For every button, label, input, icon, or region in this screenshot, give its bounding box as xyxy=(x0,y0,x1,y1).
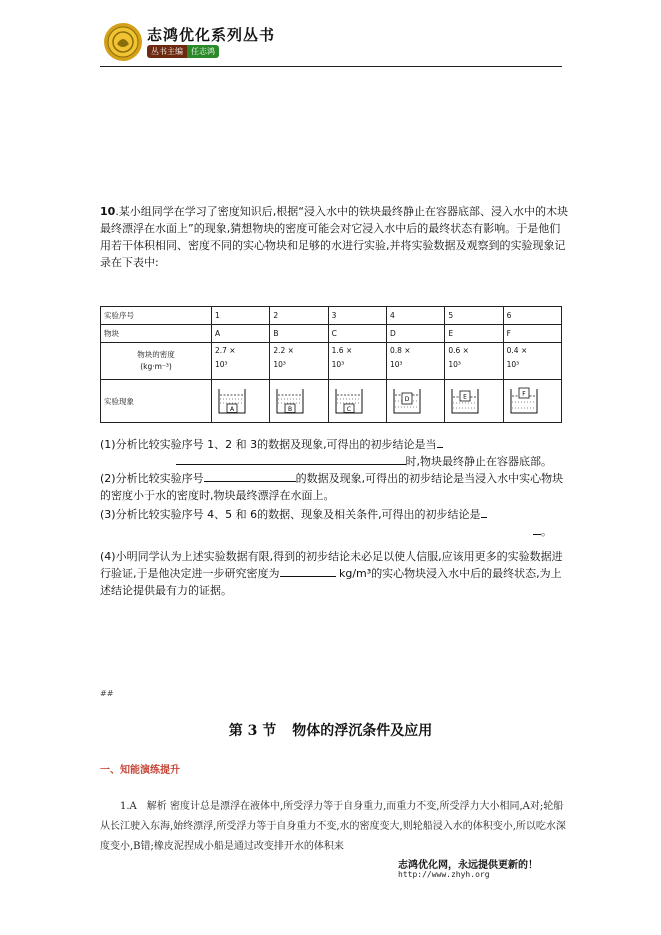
table-cell: D xyxy=(386,325,444,343)
answer-blank xyxy=(280,576,336,577)
row-label-density xyxy=(101,343,212,380)
header-divider xyxy=(100,66,562,67)
question-10-stem xyxy=(100,203,570,271)
beaker-sunk-icon xyxy=(217,387,247,415)
table-cell: 0.8 × 10³ xyxy=(386,343,444,380)
experiment-table xyxy=(100,306,562,423)
svg-text:C: C xyxy=(346,406,351,413)
brand-editor-name: 任志鸿 xyxy=(187,45,219,58)
svg-text:D: D xyxy=(404,396,410,403)
table-cell xyxy=(445,380,503,423)
table-cell: 1 xyxy=(212,307,270,325)
section-heading xyxy=(0,720,661,740)
svg-text:B: B xyxy=(288,406,293,413)
brand-logo xyxy=(103,20,276,64)
table-cell: 5 xyxy=(445,307,503,325)
table-cell: 0.6 × 10³ xyxy=(445,343,503,380)
table-row xyxy=(101,307,562,325)
table-cell xyxy=(386,380,444,423)
table-cell: 3 xyxy=(328,307,386,325)
section-number: 第 3 节 xyxy=(228,723,277,739)
table-cell xyxy=(328,380,386,423)
row-label-phenomenon: 实验现象 xyxy=(101,380,212,423)
table-cell: F xyxy=(503,325,561,343)
subheading: 一、知能演练提升 xyxy=(100,765,180,776)
question-text: .某小组同学在学习了密度知识后,根据“浸入水中的铁块最终静止在容器底部、浸入水中的木块最终漂浮在水面上”的现象,猜想物块的密度可能会对它浸入水中后的最终状态有影响。于是他们用若干体积相同、密度不同的实心物块和足够的水进行实验,并将实验数据及观察到的实验现象记录在下表中: xyxy=(100,205,569,269)
table-cell: 2.2 × 10³ xyxy=(270,343,328,380)
sub-question-1: (1)分析比较实验序号 1、2 和 3的数据及现象,可得出的初步结论是当 xyxy=(100,436,570,453)
table-cell: 1.6 × 10³ xyxy=(328,343,386,380)
table-cell: E xyxy=(445,325,503,343)
sub-question-4: (4)小明同学认为上述实验数据有限,得到的初步结论未必足以使人信服,应该用更多的实验数据进行验证,于是他决定进一步研究密度为 kg/m³的实心物块浸入水中后的最终状态,为上述结论提供最有力的证据。 xyxy=(100,550,563,597)
table-cell xyxy=(270,380,328,423)
question-number: 10 xyxy=(100,205,116,218)
table-cell: 2 xyxy=(270,307,328,325)
table-cell: 2.7 × 10³ xyxy=(212,343,270,380)
answer-blank xyxy=(204,481,296,482)
svg-text:E: E xyxy=(463,393,468,401)
beaker-sunk-icon xyxy=(275,387,305,415)
density-label: 物块的密度 xyxy=(137,350,175,359)
table-cell xyxy=(503,380,561,423)
footer-slogan: 志鸿优化网，永远提供更新的！ xyxy=(398,860,538,871)
table-row xyxy=(101,380,562,423)
sub-question-3: (3)分析比较实验序号 4、5 和 6的数据、现象及相关条件,可得出的初步结论是 xyxy=(100,506,570,523)
brand-subtitle xyxy=(147,45,219,58)
table-cell xyxy=(212,380,270,423)
beaker-floating-icon xyxy=(509,387,539,415)
brand-editor-label: 丛书主编 xyxy=(147,45,187,58)
answer-blank xyxy=(481,517,487,518)
table-cell: B xyxy=(270,325,328,343)
beaker-floating-icon xyxy=(392,387,422,415)
table-row xyxy=(101,325,562,343)
page-marker: ## xyxy=(100,689,114,698)
table-cell: C xyxy=(328,325,386,343)
answer-1: 1.A 解析 密度计总是漂浮在液体中,所受浮力等于自身重力,而重力不变,所受浮力大小相同,A对;轮船从长江驶入东海,始终漂浮,所受浮力等于自身重力不变,水的密度变大,则轮船浸入水的体积变小,所以吃水深度变小,B错;橡皮泥捏成小船是通过改变排开水的体积来 xyxy=(100,801,566,852)
footer-url[interactable]: http://www.zhyh.org xyxy=(398,870,490,879)
sub-question-3-continued: 。 xyxy=(100,523,552,540)
sub-question-2: (2)分析比较实验序号 的数据及现象,可得出的初步结论是当浸入水中实心物块的密度小于水的密度时,物块最终漂浮在水面上。 xyxy=(100,472,564,502)
table-cell: 6 xyxy=(503,307,561,325)
answer-blank xyxy=(176,464,406,465)
seal-icon xyxy=(103,22,143,62)
row-label-block: 物块 xyxy=(101,325,212,343)
beaker-floating-icon xyxy=(450,387,480,415)
row-label-trial: 实验序号 xyxy=(101,307,212,325)
density-unit: (kg·m⁻³) xyxy=(140,362,172,371)
sub-question-1-continued: 时,物块最终静止在容器底部。 xyxy=(100,453,552,470)
svg-text:A: A xyxy=(229,406,235,413)
table-cell: A xyxy=(212,325,270,343)
brand-title: 志鸿优化系列丛书 xyxy=(147,26,276,44)
section-title: 物体的浮沉条件及应用 xyxy=(292,723,433,739)
table-cell: 0.4 × 10³ xyxy=(503,343,561,380)
answer-blank xyxy=(437,447,443,448)
table-cell: 4 xyxy=(386,307,444,325)
table-row xyxy=(101,343,562,380)
answer-blank xyxy=(533,534,541,535)
svg-text:F: F xyxy=(521,390,526,398)
beaker-sunk-icon xyxy=(334,387,364,415)
